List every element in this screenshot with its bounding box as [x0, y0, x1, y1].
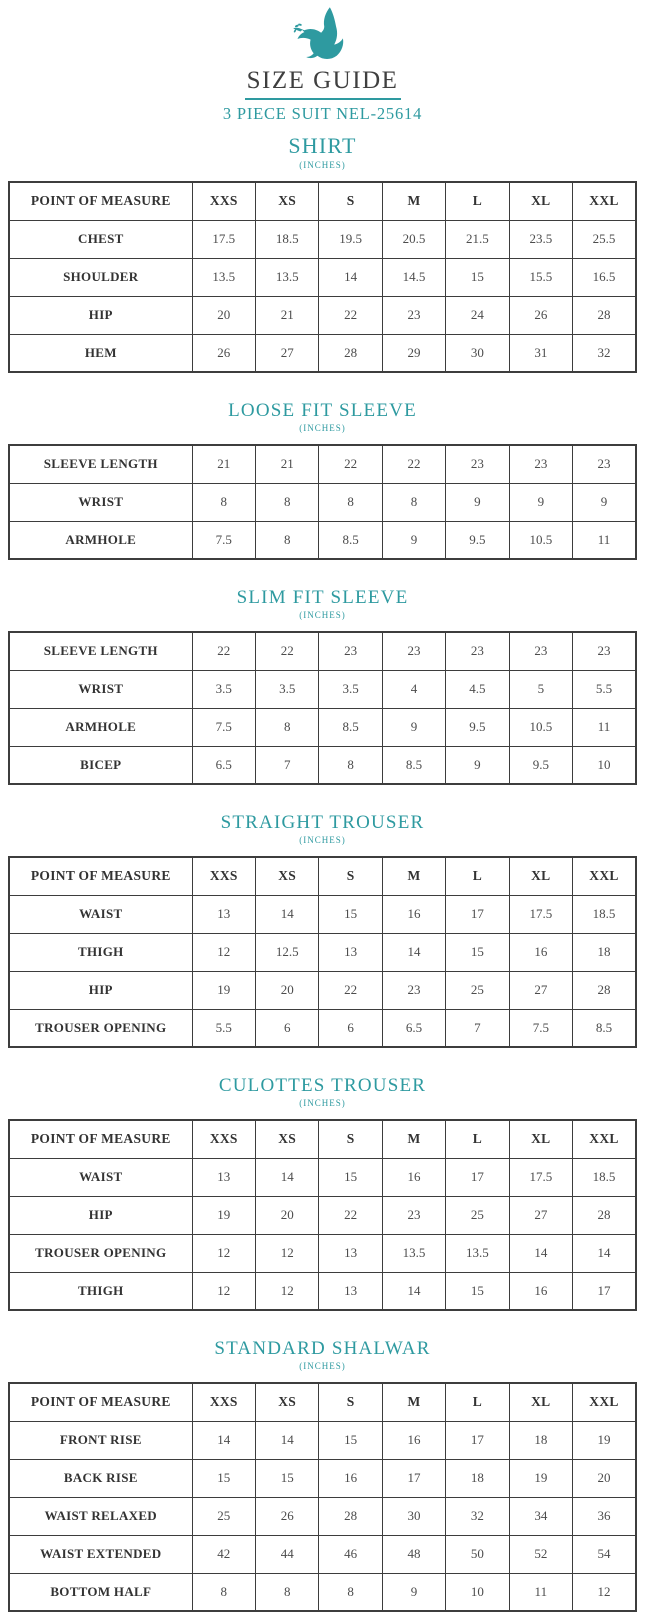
- size-value-cell: 16: [319, 1459, 382, 1497]
- table-row: [9, 334, 636, 372]
- size-value-cell: 21: [255, 445, 318, 483]
- section-title: SHIRT: [288, 133, 357, 158]
- size-section-culottes-trouser: [0, 1075, 645, 1311]
- size-value-cell: 23: [382, 971, 445, 1009]
- table-row: [9, 895, 636, 933]
- section-title: LOOSE FIT SLEEVE: [228, 400, 417, 421]
- size-value-cell: 25: [446, 1196, 509, 1234]
- size-value-cell: 8: [319, 746, 382, 784]
- size-section-slim-fit-sleeve: [0, 587, 645, 785]
- table-row: [9, 632, 636, 670]
- size-value-cell: 22: [319, 296, 382, 334]
- measure-label-cell: CHEST: [9, 220, 192, 258]
- size-value-cell: 23: [382, 632, 445, 670]
- column-header-cell: S: [319, 182, 382, 220]
- size-value-cell: 31: [509, 334, 572, 372]
- size-value-cell: 13.5: [255, 258, 318, 296]
- size-value-cell: 6.5: [382, 1009, 445, 1047]
- column-header-cell: S: [319, 857, 382, 895]
- table-row: [9, 708, 636, 746]
- size-value-cell: 19: [192, 971, 255, 1009]
- size-value-cell: 15: [192, 1459, 255, 1497]
- size-value-cell: 17: [446, 895, 509, 933]
- size-value-cell: 23: [382, 1196, 445, 1234]
- size-value-cell: 22: [255, 632, 318, 670]
- size-value-cell: 17.5: [192, 220, 255, 258]
- table-row: [9, 670, 636, 708]
- size-value-cell: 14: [255, 1158, 318, 1196]
- measure-label-cell: THIGH: [9, 1272, 192, 1310]
- size-value-cell: 20: [192, 296, 255, 334]
- size-value-cell: 42: [192, 1535, 255, 1573]
- size-value-cell: 8.5: [573, 1009, 636, 1047]
- size-value-cell: 15: [319, 1421, 382, 1459]
- size-table-body: [9, 220, 636, 372]
- product-subtitle: 3 PIECE SUIT NEL-25614: [222, 104, 423, 123]
- measure-label-cell: HIP: [9, 1196, 192, 1234]
- size-value-cell: 7: [255, 746, 318, 784]
- size-value-cell: 11: [573, 708, 636, 746]
- measure-label-cell: WAIST: [9, 1158, 192, 1196]
- measure-label-cell: HIP: [9, 971, 192, 1009]
- column-header-cell: M: [382, 182, 445, 220]
- table-row: [9, 1459, 636, 1497]
- size-value-cell: 12: [192, 1234, 255, 1272]
- size-sections: [0, 133, 645, 1612]
- size-value-cell: 14: [509, 1234, 572, 1272]
- size-value-cell: 18: [573, 933, 636, 971]
- column-header-cell: XL: [509, 1120, 572, 1158]
- size-value-cell: 16: [509, 933, 572, 971]
- size-table-head: [9, 1120, 636, 1158]
- size-value-cell: 26: [255, 1497, 318, 1535]
- size-value-cell: 23: [319, 632, 382, 670]
- measure-label-cell: FRONT RISE: [9, 1421, 192, 1459]
- size-value-cell: 27: [509, 971, 572, 1009]
- size-value-cell: 9: [446, 746, 509, 784]
- size-value-cell: 13.5: [192, 258, 255, 296]
- size-value-cell: 46: [319, 1535, 382, 1573]
- point-of-measure-header-cell: POINT OF MEASURE: [9, 182, 192, 220]
- table-row: [9, 971, 636, 1009]
- size-value-cell: 9.5: [509, 746, 572, 784]
- size-value-cell: 23: [509, 445, 572, 483]
- size-value-cell: 7.5: [192, 708, 255, 746]
- section-title: SLIM FIT SLEEVE: [236, 587, 409, 608]
- size-value-cell: 50: [446, 1535, 509, 1573]
- size-value-cell: 13.5: [446, 1234, 509, 1272]
- size-value-cell: 8.5: [319, 708, 382, 746]
- size-value-cell: 21: [255, 296, 318, 334]
- column-header-cell: S: [319, 1120, 382, 1158]
- size-value-cell: 5.5: [192, 1009, 255, 1047]
- size-table-body: [9, 632, 636, 784]
- column-header-cell: XXL: [573, 1120, 636, 1158]
- size-value-cell: 28: [573, 971, 636, 1009]
- size-value-cell: 13.5: [382, 1234, 445, 1272]
- unit-label: (INCHES): [299, 1098, 346, 1108]
- size-value-cell: 54: [573, 1535, 636, 1573]
- table-row: [9, 933, 636, 971]
- size-value-cell: 3.5: [255, 670, 318, 708]
- unit-label: (INCHES): [299, 423, 346, 433]
- brand-header: [0, 6, 645, 124]
- size-value-cell: 10: [573, 746, 636, 784]
- size-value-cell: 12: [573, 1573, 636, 1611]
- size-table-loose-fit-sleeve: [8, 444, 637, 560]
- size-value-cell: 8: [319, 483, 382, 521]
- measure-label-cell: TROUSER OPENING: [9, 1009, 192, 1047]
- column-header-cell: L: [446, 857, 509, 895]
- table-row: [9, 746, 636, 784]
- header-row: [9, 182, 636, 220]
- size-value-cell: 14: [255, 895, 318, 933]
- title-divider: [245, 98, 401, 100]
- table-row: [9, 483, 636, 521]
- size-value-cell: 7.5: [192, 521, 255, 559]
- size-value-cell: 13: [319, 933, 382, 971]
- page-title: SIZE GUIDE: [246, 67, 399, 94]
- section-title: STRAIGHT TROUSER: [220, 812, 425, 833]
- size-value-cell: 25: [192, 1497, 255, 1535]
- size-value-cell: 16: [382, 895, 445, 933]
- size-value-cell: 3.5: [192, 670, 255, 708]
- size-value-cell: 28: [319, 1497, 382, 1535]
- size-value-cell: 16: [509, 1272, 572, 1310]
- size-value-cell: 8: [255, 521, 318, 559]
- unit-label: (INCHES): [299, 610, 346, 620]
- size-value-cell: 34: [509, 1497, 572, 1535]
- size-section-loose-fit-sleeve: [0, 400, 645, 560]
- column-header-cell: XXL: [573, 857, 636, 895]
- size-value-cell: 12: [192, 1272, 255, 1310]
- size-value-cell: 17: [446, 1421, 509, 1459]
- column-header-cell: XXS: [192, 857, 255, 895]
- dove-with-olive-branch-icon: [291, 49, 355, 66]
- column-header-cell: M: [382, 857, 445, 895]
- size-value-cell: 12: [192, 933, 255, 971]
- header-row: [9, 1383, 636, 1421]
- size-value-cell: 28: [573, 296, 636, 334]
- size-value-cell: 16.5: [573, 258, 636, 296]
- measure-label-cell: WAIST RELAXED: [9, 1497, 192, 1535]
- size-value-cell: 13: [319, 1234, 382, 1272]
- size-value-cell: 14: [573, 1234, 636, 1272]
- size-value-cell: 13: [192, 895, 255, 933]
- size-table-standard-shalwar: [8, 1382, 637, 1612]
- size-value-cell: 16: [382, 1421, 445, 1459]
- size-value-cell: 8: [319, 1573, 382, 1611]
- size-value-cell: 11: [509, 1573, 572, 1611]
- measure-label-cell: BACK RISE: [9, 1459, 192, 1497]
- table-row: [9, 1196, 636, 1234]
- size-value-cell: 20.5: [382, 220, 445, 258]
- size-value-cell: 23.5: [509, 220, 572, 258]
- size-value-cell: 14: [382, 933, 445, 971]
- size-value-cell: 9: [573, 483, 636, 521]
- column-header-cell: XS: [255, 1383, 318, 1421]
- table-row: [9, 521, 636, 559]
- column-header-cell: XS: [255, 1120, 318, 1158]
- size-value-cell: 19: [509, 1459, 572, 1497]
- size-value-cell: 52: [509, 1535, 572, 1573]
- measure-label-cell: BOTTOM HALF: [9, 1573, 192, 1611]
- size-value-cell: 44: [255, 1535, 318, 1573]
- point-of-measure-header-cell: POINT OF MEASURE: [9, 857, 192, 895]
- point-of-measure-header-cell: POINT OF MEASURE: [9, 1383, 192, 1421]
- size-value-cell: 15: [446, 1272, 509, 1310]
- size-value-cell: 4: [382, 670, 445, 708]
- size-value-cell: 30: [446, 334, 509, 372]
- size-value-cell: 8: [192, 1573, 255, 1611]
- measure-label-cell: SLEEVE LENGTH: [9, 445, 192, 483]
- size-value-cell: 7: [446, 1009, 509, 1047]
- size-value-cell: 15: [446, 933, 509, 971]
- size-value-cell: 15: [319, 895, 382, 933]
- section-title: STANDARD SHALWAR: [214, 1338, 431, 1359]
- size-value-cell: 32: [573, 334, 636, 372]
- size-value-cell: 25: [446, 971, 509, 1009]
- size-value-cell: 23: [446, 445, 509, 483]
- column-header-cell: M: [382, 1120, 445, 1158]
- size-section-standard-shalwar: [0, 1338, 645, 1612]
- measure-label-cell: ARMHOLE: [9, 708, 192, 746]
- size-value-cell: 19: [573, 1421, 636, 1459]
- size-value-cell: 22: [382, 445, 445, 483]
- size-value-cell: 9: [446, 483, 509, 521]
- size-value-cell: 9: [509, 483, 572, 521]
- measure-label-cell: HEM: [9, 334, 192, 372]
- size-table-head: [9, 1383, 636, 1421]
- size-value-cell: 21.5: [446, 220, 509, 258]
- table-row: [9, 445, 636, 483]
- size-value-cell: 6: [255, 1009, 318, 1047]
- size-value-cell: 12.5: [255, 933, 318, 971]
- size-value-cell: 23: [446, 632, 509, 670]
- size-value-cell: 18: [446, 1459, 509, 1497]
- size-value-cell: 20: [255, 971, 318, 1009]
- measure-label-cell: HIP: [9, 296, 192, 334]
- size-table-body: [9, 895, 636, 1047]
- size-value-cell: 3.5: [319, 670, 382, 708]
- measure-label-cell: BICEP: [9, 746, 192, 784]
- size-value-cell: 22: [319, 445, 382, 483]
- measure-label-cell: THIGH: [9, 933, 192, 971]
- table-row: [9, 1535, 636, 1573]
- size-value-cell: 13: [319, 1272, 382, 1310]
- column-header-cell: S: [319, 1383, 382, 1421]
- table-row: [9, 1158, 636, 1196]
- size-table-shirt: [8, 181, 637, 373]
- size-value-cell: 9: [382, 1573, 445, 1611]
- column-header-cell: L: [446, 1383, 509, 1421]
- size-value-cell: 22: [319, 971, 382, 1009]
- size-value-cell: 23: [382, 296, 445, 334]
- size-table-slim-fit-sleeve: [8, 631, 637, 785]
- size-value-cell: 18.5: [573, 895, 636, 933]
- size-section-straight-trouser: [0, 812, 645, 1048]
- measure-label-cell: ARMHOLE: [9, 521, 192, 559]
- table-row: [9, 1272, 636, 1310]
- table-row: [9, 220, 636, 258]
- size-value-cell: 25.5: [573, 220, 636, 258]
- size-table-body: [9, 1158, 636, 1310]
- size-value-cell: 12: [255, 1272, 318, 1310]
- table-row: [9, 296, 636, 334]
- column-header-cell: XS: [255, 857, 318, 895]
- size-value-cell: 5.5: [573, 670, 636, 708]
- size-value-cell: 9.5: [446, 708, 509, 746]
- column-header-cell: XXL: [573, 1383, 636, 1421]
- size-value-cell: 17.5: [509, 895, 572, 933]
- size-value-cell: 28: [319, 334, 382, 372]
- size-value-cell: 15: [446, 258, 509, 296]
- size-value-cell: 6.5: [192, 746, 255, 784]
- size-value-cell: 36: [573, 1497, 636, 1535]
- size-value-cell: 10.5: [509, 521, 572, 559]
- size-value-cell: 23: [573, 445, 636, 483]
- size-value-cell: 8: [255, 708, 318, 746]
- column-header-cell: L: [446, 182, 509, 220]
- header-row: [9, 1120, 636, 1158]
- size-value-cell: 28: [573, 1196, 636, 1234]
- size-value-cell: 23: [573, 632, 636, 670]
- column-header-cell: XL: [509, 182, 572, 220]
- size-value-cell: 18: [509, 1421, 572, 1459]
- column-header-cell: XXS: [192, 1120, 255, 1158]
- size-value-cell: 8: [255, 483, 318, 521]
- size-value-cell: 17: [573, 1272, 636, 1310]
- size-value-cell: 13: [192, 1158, 255, 1196]
- column-header-cell: XXS: [192, 1383, 255, 1421]
- size-value-cell: 9: [382, 521, 445, 559]
- size-value-cell: 14: [319, 258, 382, 296]
- size-value-cell: 8: [255, 1573, 318, 1611]
- column-header-cell: XL: [509, 857, 572, 895]
- size-value-cell: 17: [446, 1158, 509, 1196]
- size-value-cell: 20: [573, 1459, 636, 1497]
- point-of-measure-header-cell: POINT OF MEASURE: [9, 1120, 192, 1158]
- size-value-cell: 26: [192, 334, 255, 372]
- size-value-cell: 15: [319, 1158, 382, 1196]
- table-row: [9, 1497, 636, 1535]
- size-value-cell: 18.5: [573, 1158, 636, 1196]
- column-header-cell: XS: [255, 182, 318, 220]
- size-value-cell: 22: [319, 1196, 382, 1234]
- measure-label-cell: TROUSER OPENING: [9, 1234, 192, 1272]
- size-value-cell: 19.5: [319, 220, 382, 258]
- size-value-cell: 14: [192, 1421, 255, 1459]
- size-table-straight-trouser: [8, 856, 637, 1048]
- size-value-cell: 15.5: [509, 258, 572, 296]
- measure-label-cell: SLEEVE LENGTH: [9, 632, 192, 670]
- table-row: [9, 1573, 636, 1611]
- column-header-cell: XXL: [573, 182, 636, 220]
- measure-label-cell: SHOULDER: [9, 258, 192, 296]
- size-value-cell: 20: [255, 1196, 318, 1234]
- size-value-cell: 9.5: [446, 521, 509, 559]
- size-value-cell: 8: [192, 483, 255, 521]
- measure-label-cell: WRIST: [9, 483, 192, 521]
- size-value-cell: 8: [382, 483, 445, 521]
- size-value-cell: 22: [192, 632, 255, 670]
- size-table-culottes-trouser: [8, 1119, 637, 1311]
- size-value-cell: 10.5: [509, 708, 572, 746]
- size-value-cell: 17.5: [509, 1158, 572, 1196]
- size-value-cell: 24: [446, 296, 509, 334]
- size-table-head: [9, 182, 636, 220]
- size-value-cell: 32: [446, 1497, 509, 1535]
- size-value-cell: 5: [509, 670, 572, 708]
- size-value-cell: 8.5: [382, 746, 445, 784]
- size-table-head: [9, 857, 636, 895]
- table-row: [9, 1421, 636, 1459]
- header-row: [9, 857, 636, 895]
- size-section-shirt: [0, 133, 645, 373]
- column-header-cell: L: [446, 1120, 509, 1158]
- measure-label-cell: WRIST: [9, 670, 192, 708]
- measure-label-cell: WAIST: [9, 895, 192, 933]
- section-title: CULOTTES TROUSER: [218, 1075, 427, 1096]
- column-header-cell: M: [382, 1383, 445, 1421]
- size-value-cell: 6: [319, 1009, 382, 1047]
- size-value-cell: 19: [192, 1196, 255, 1234]
- size-value-cell: 18.5: [255, 220, 318, 258]
- size-value-cell: 30: [382, 1497, 445, 1535]
- size-value-cell: 10: [446, 1573, 509, 1611]
- size-value-cell: 14: [255, 1421, 318, 1459]
- table-row: [9, 1009, 636, 1047]
- size-value-cell: 48: [382, 1535, 445, 1573]
- unit-label: (INCHES): [299, 835, 346, 845]
- size-value-cell: 26: [509, 296, 572, 334]
- size-value-cell: 11: [573, 521, 636, 559]
- unit-label: (INCHES): [299, 160, 346, 170]
- size-value-cell: 29: [382, 334, 445, 372]
- size-value-cell: 14.5: [382, 258, 445, 296]
- size-value-cell: 27: [509, 1196, 572, 1234]
- size-table-body: [9, 445, 636, 559]
- column-header-cell: XL: [509, 1383, 572, 1421]
- size-value-cell: 16: [382, 1158, 445, 1196]
- size-value-cell: 4.5: [446, 670, 509, 708]
- size-value-cell: 14: [382, 1272, 445, 1310]
- unit-label: (INCHES): [299, 1361, 346, 1371]
- size-table-body: [9, 1421, 636, 1611]
- size-value-cell: 27: [255, 334, 318, 372]
- size-value-cell: 23: [509, 632, 572, 670]
- size-value-cell: 8.5: [319, 521, 382, 559]
- size-value-cell: 21: [192, 445, 255, 483]
- size-value-cell: 17: [382, 1459, 445, 1497]
- size-value-cell: 15: [255, 1459, 318, 1497]
- measure-label-cell: WAIST EXTENDED: [9, 1535, 192, 1573]
- size-value-cell: 12: [255, 1234, 318, 1272]
- table-row: [9, 1234, 636, 1272]
- size-value-cell: 9: [382, 708, 445, 746]
- size-value-cell: 7.5: [509, 1009, 572, 1047]
- column-header-cell: XXS: [192, 182, 255, 220]
- table-row: [9, 258, 636, 296]
